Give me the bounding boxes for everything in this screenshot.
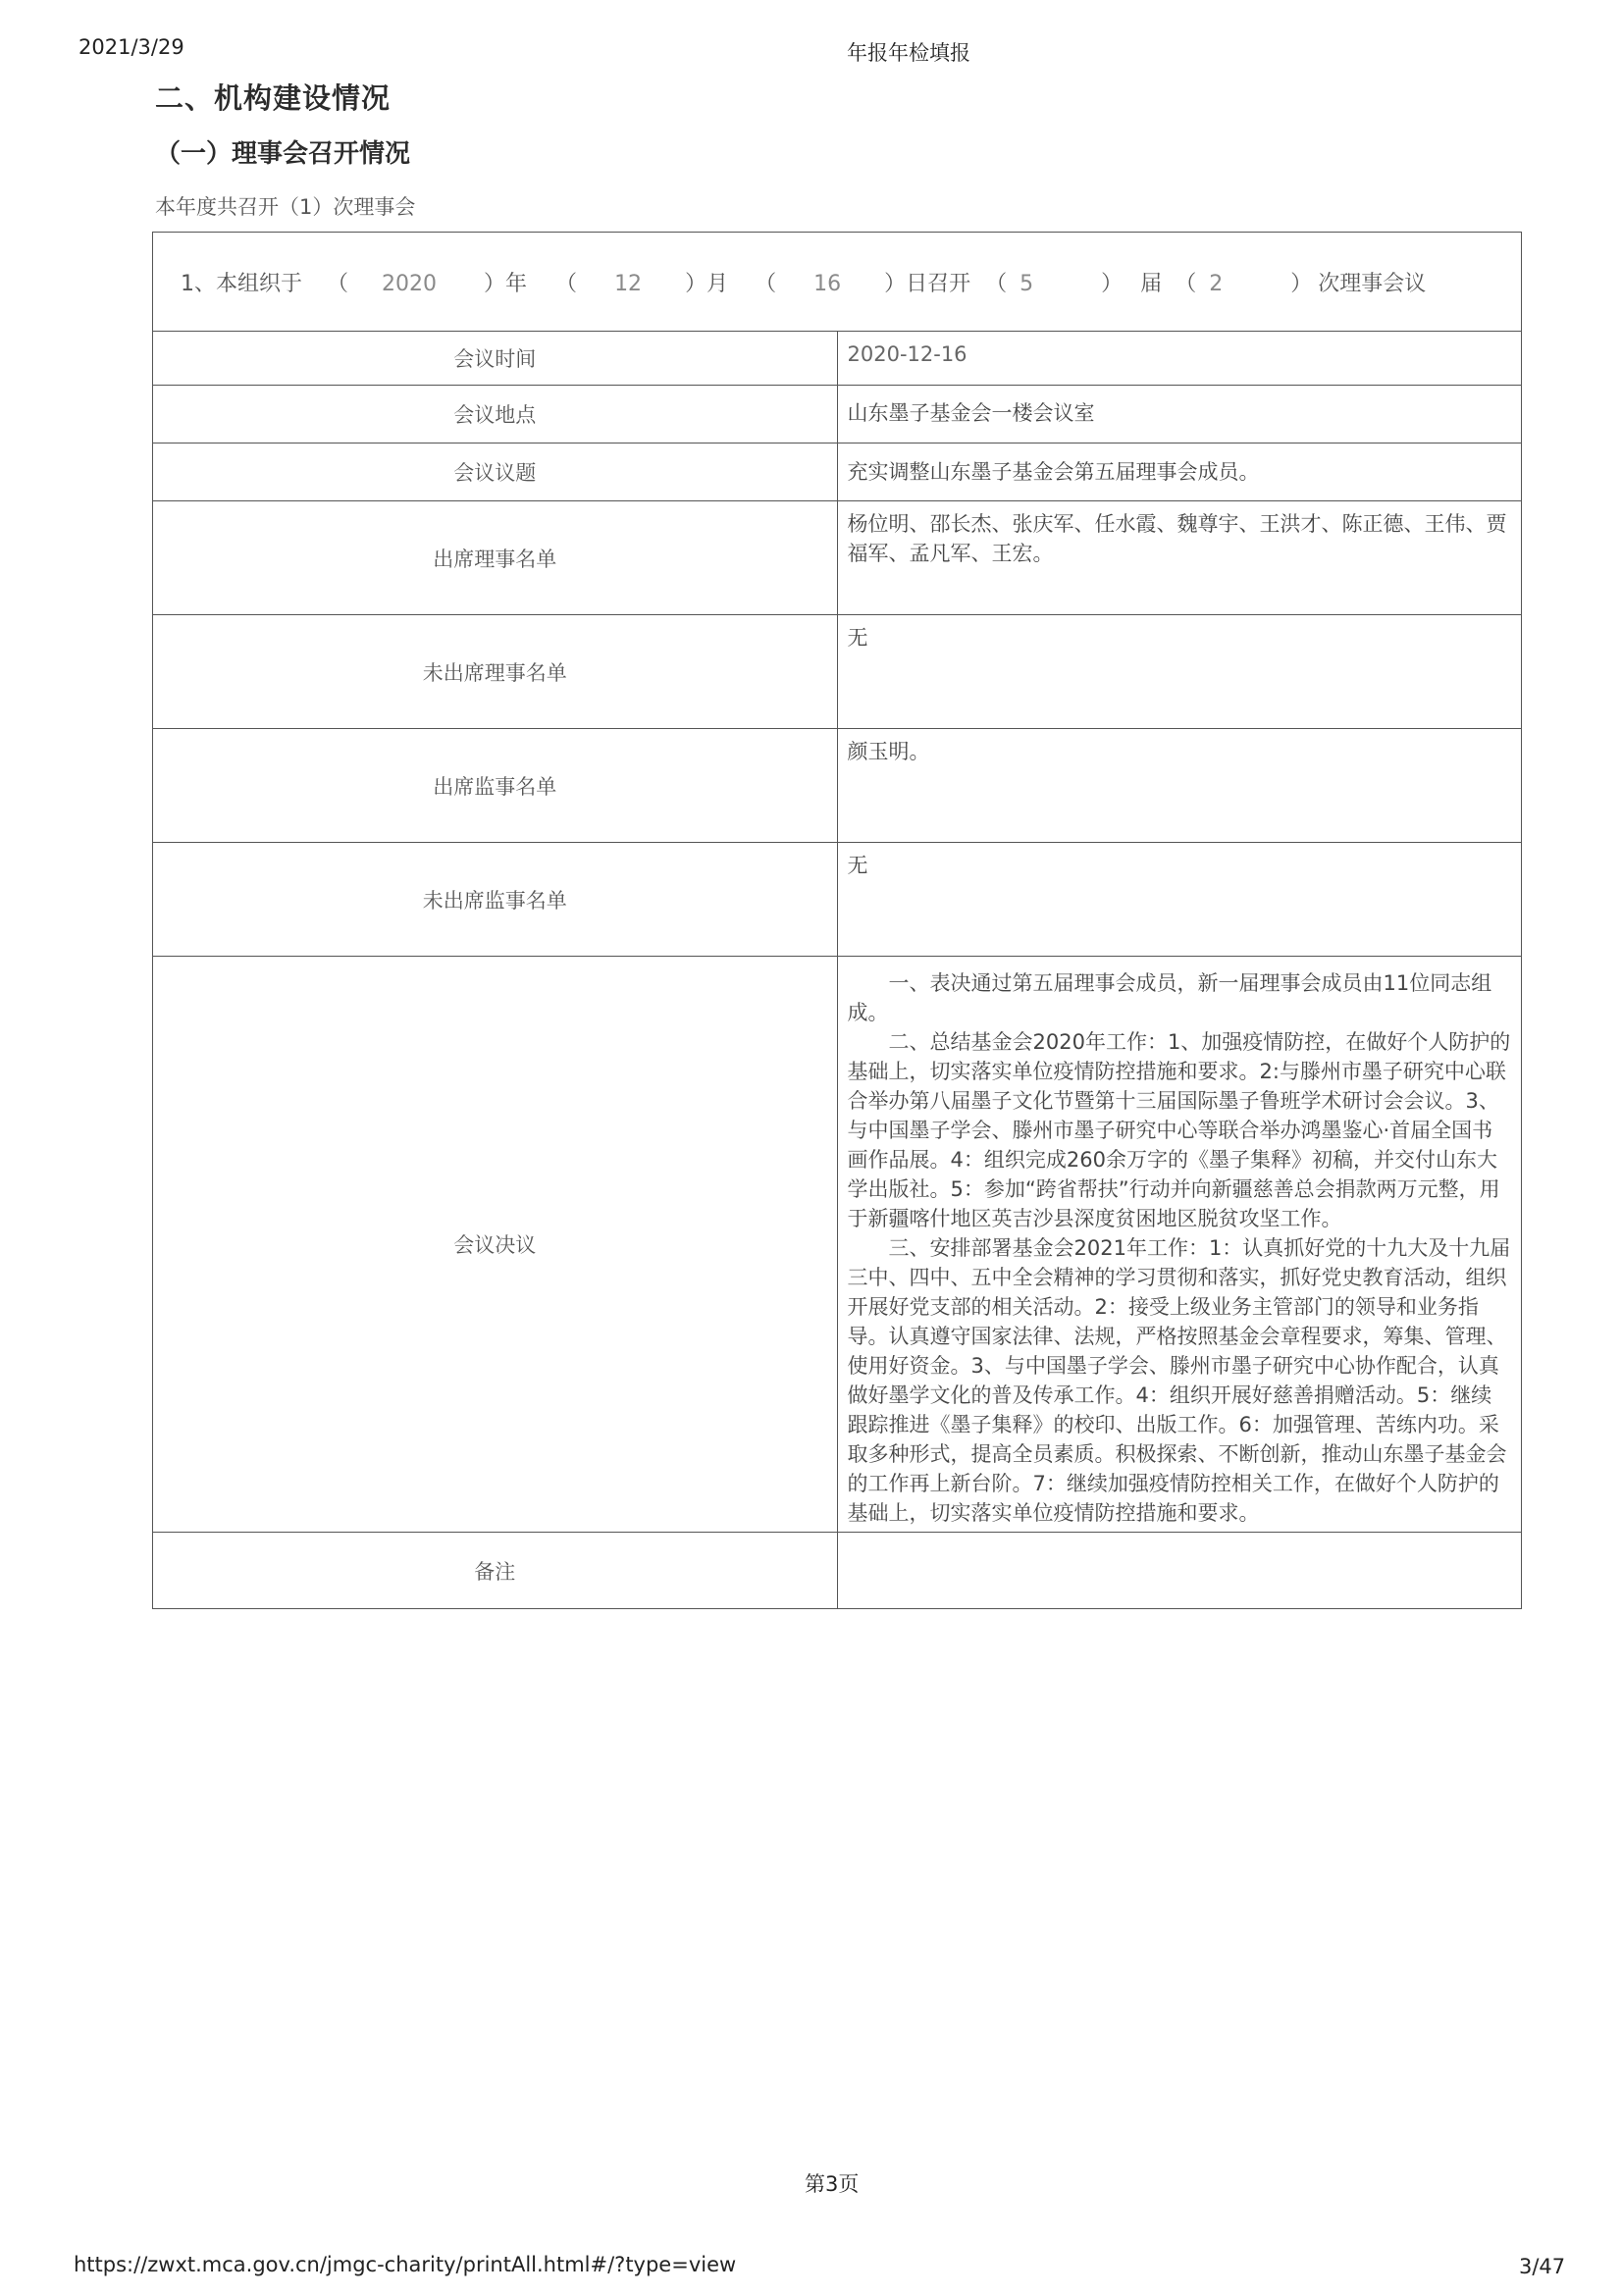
section-title: 二、机构建设情况 (155, 81, 392, 115)
resolution-paragraph: 一、表决通过第五届理事会成员，新一届理事会成员由11位同志组成。 (847, 971, 1492, 1024)
row-label: 未出席理事名单 (153, 615, 838, 729)
row-label: 出席监事名单 (153, 729, 838, 843)
meeting-time-value: 2020-12-16 (837, 332, 1522, 386)
absent-directors-value: 无 (837, 615, 1522, 729)
meeting-year-field: 2020 (382, 271, 438, 296)
row-label: 会议时间 (153, 332, 838, 386)
table-row (153, 615, 1522, 729)
intro-prefix: 1、本组织于 (181, 271, 302, 296)
table-row (153, 386, 1522, 444)
session-label: 届 (1140, 271, 1163, 296)
table-row (153, 332, 1522, 386)
row-label: 会议议题 (153, 444, 838, 501)
table-row (153, 843, 1522, 957)
table-row (153, 444, 1522, 501)
table-row (153, 729, 1522, 843)
council-meeting-table (152, 232, 1522, 1609)
footer-page-count: 3/47 (1519, 2255, 1566, 2278)
row-label: 出席理事名单 (153, 501, 838, 615)
row-label: 未出席监事名单 (153, 843, 838, 957)
table-row (153, 501, 1522, 615)
absent-supervisors-value: 无 (837, 843, 1522, 957)
number-label: 次理事会议 (1318, 271, 1427, 296)
meeting-resolution-value (837, 957, 1522, 1533)
meeting-session-field: 5 (1020, 271, 1034, 296)
row-label: 会议地点 (153, 386, 838, 444)
meeting-location-value: 山东墨子基金会一楼会议室 (837, 386, 1522, 444)
meeting-intro-row: 1、本组织于 （ 2020 ）年 （ 12 ）月 （ 16 ）日召开 （ 5 ） 届 （ 2 ） 次理事会议 (153, 233, 1522, 332)
footer-url[interactable]: https://zwxt.mca.gov.cn/jmgc-charity/printAll.html#/?type=view (74, 2253, 737, 2276)
meeting-number-field: 2 (1209, 271, 1224, 296)
attending-directors-value: 杨位明、邵长杰、张庆军、任水霞、魏尊宇、王洪才、陈正德、王伟、贾福军、孟凡军、王宏。 (837, 501, 1522, 615)
day-label: 日召开 (906, 271, 971, 296)
row-label: 会议决议 (153, 957, 838, 1533)
attending-supervisors-value: 颜玉明。 (837, 729, 1522, 843)
resolution-paragraph: 二、总结基金会2020年工作：1、加强疫情防控，在做好个人防护的基础上，切实落实单位疫情防控措施和要求。2:与滕州市墨子研究中心联合举办第八届墨子文化节暨第十三届国际墨子鲁班学术研讨会会议。3、与中国墨子学会、滕州市墨子研究中心等联合举办鸿墨鉴心·首届全国书画作品展。4：组织完成260余万字的《墨子集释》初稿，并交付山东大学出版社。5：参加“跨省帮扶”行动并向新疆慈善总会捐款两万元整，用于新疆喀什地区英吉沙县深度贫困地区脱贫攻坚工作。 (847, 1030, 1511, 1230)
meeting-count-summary: 本年度共召开（1）次理事会 (155, 195, 416, 219)
table-row (153, 1533, 1522, 1609)
page-header-title: 年报年检填报 (847, 41, 970, 65)
table-row (153, 957, 1522, 1533)
row-label: 备注 (153, 1533, 838, 1609)
print-date: 2021/3/29 (78, 35, 184, 59)
meeting-day-field: 16 (813, 271, 842, 296)
meeting-month-field: 12 (614, 271, 643, 296)
meeting-topic-value: 充实调整山东墨子基金会第五届理事会成员。 (837, 444, 1522, 501)
resolution-paragraph: 三、安排部署基金会2021年工作：1：认真抓好党的十九大及十九届三中、四中、五中全会精神的学习贯彻和落实，抓好党史教育活动，组织开展好党支部的相关活动。2：接受上级业务主管部门的领导和业务指导。认真遵守国家法律、法规，严格按照基金会章程要求，筹集、管理、使用好资金。3、与中国墨子学会、滕州市墨子研究中心协作配合，认真做好墨学文化的普及传承工作。4：组织开展好慈善捐赠活动。5：继续跟踪推进《墨子集释》的校印、出版工作。6：加强管理、苦练内功。采取多种形式，提高全员素质。积极探索、不断创新，推动山东墨子基金会的工作再上新台阶。7：继续加强疫情防控相关工作，在做好个人防护的基础上，切实落实单位疫情防控措施和要求。 (847, 1236, 1511, 1525)
year-label: 年 (505, 271, 528, 296)
page-number: 第3页 (805, 2172, 860, 2196)
subsection-title: （一）理事会召开情况 (155, 139, 411, 169)
remarks-value (837, 1533, 1522, 1609)
month-label: 月 (706, 271, 729, 296)
